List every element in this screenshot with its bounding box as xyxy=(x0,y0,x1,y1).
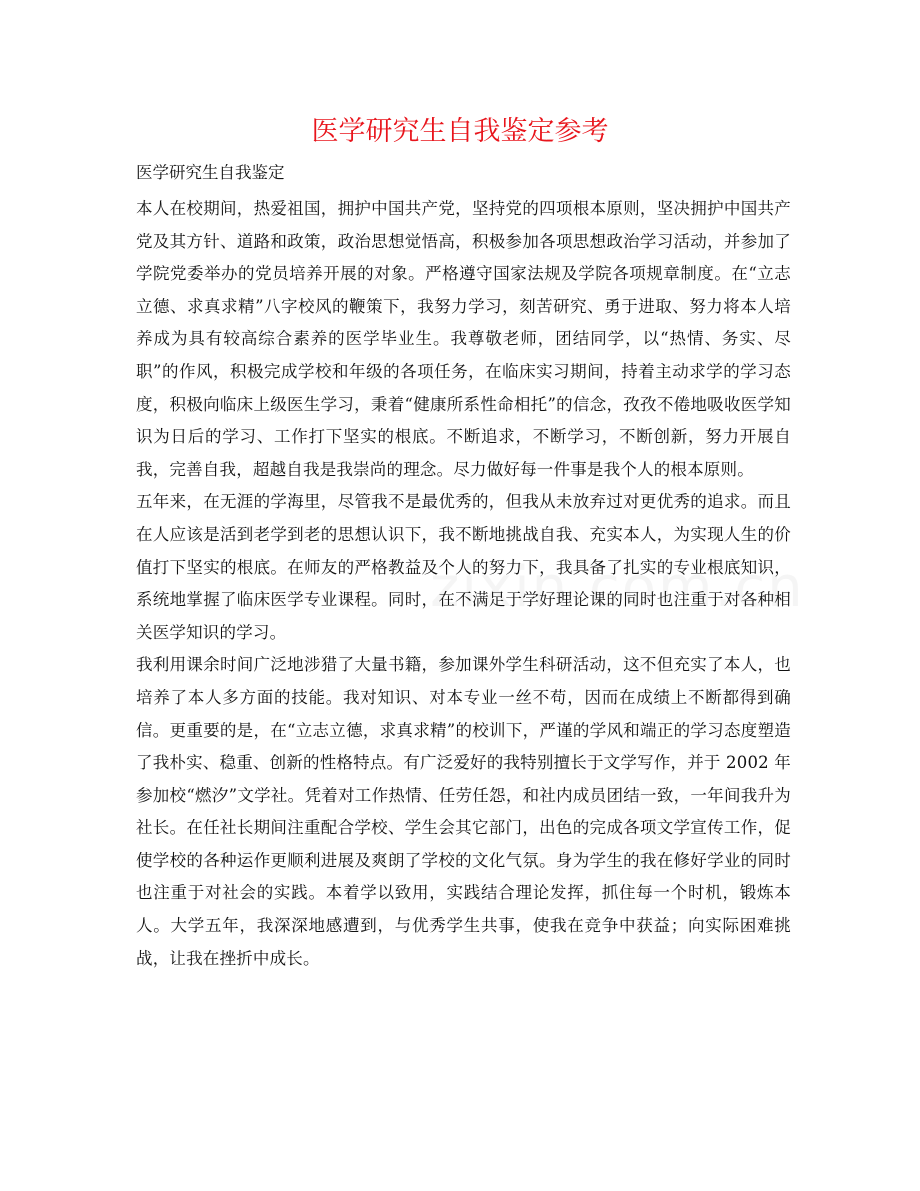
paragraph: 五年来，在无涯的学海里，尽管我不是最优秀的，但我从未放弃过对更优秀的追求。而且在人应该是活到老学到老的思想认识下，我不断地挑战自我、充实本人，为实现人生的价值打下坚实的根底。在师友的严格教益及个人的努力下，我具备了扎实的专业根底知识，系统地掌握了临床医学专业课程。同时，在不满足于学好理论课的同时也注重于对各种相关医学知识的学习。 xyxy=(136,492,791,642)
document-title: 医学研究生自我鉴定参考 xyxy=(311,116,609,147)
paragraph: 我利用课余时间广泛地涉猎了大量书籍，参加课外学生科研活动，这不但充实了本人，也培养了本人多方面的技能。我对知识、对本专业一丝不苟，因而在成绩上不断都得到确信。更重要的是，在“立志立德，求真求精”的校训下，严谨的学风和端正的学习态度塑造了我朴实、稳重、创新的性格特点。有广泛爱好的我特别擅长于文学写作，并于 2002 年参加校“燃汐”文学社。凭着对工作热情、任劳任怨，和社内成员团结一致，一年间我升为社长。在任社长期间注重配合学校、学生会其它部门，出色的完成各项文学宣传工作，促使学校的各种运作更顺利进展及爽朗了学校的文化气氛。身为学生的我在修好学业的同时也注重于对社会的实践。本着学以致用，实践结合理论发挥，抓住每一个时机，锻炼本人。大学五年，我深深地感遭到，与优秀学生共事，使我在竞争中获益；向实际困难挑战，让我在挫折中成长。 xyxy=(136,655,791,968)
document-body xyxy=(136,193,791,975)
document-subtitle: 医学研究生自我鉴定 xyxy=(136,163,285,182)
paragraph: 本人在校期间，热爱祖国，拥护中国共产党，坚持党的四项根本原则，坚决拥护中国共产党及其方针、道路和政策，政治思想觉悟高，积极参加各项思想政治学习活动，并参加了学院党委举办的党员培养开展的对象。严格遵守国家法规及学院各项规章制度。在“立志立德、求真求精”八字校风的鞭策下，我努力学习，刻苦研究、勇于进取、努力将本人培养成为具有较高综合素养的医学毕业生。我尊敬老师，团结同学，以“热情、务实、尽职”的作风，积极完成学校和年级的各项任务，在临床实习期间，持着主动求学的学习态度，积极向临床上级医生学习，秉着“健康所系性命相托”的信念，孜孜不倦地吸收医学知识为日后的学习、工作打下坚实的根底。不断追求，不断学习，不断创新，努力开展自我，完善自我，超越自我是我崇尚的理念。尽力做好每一件事是我个人的根本原则。 xyxy=(136,199,791,479)
